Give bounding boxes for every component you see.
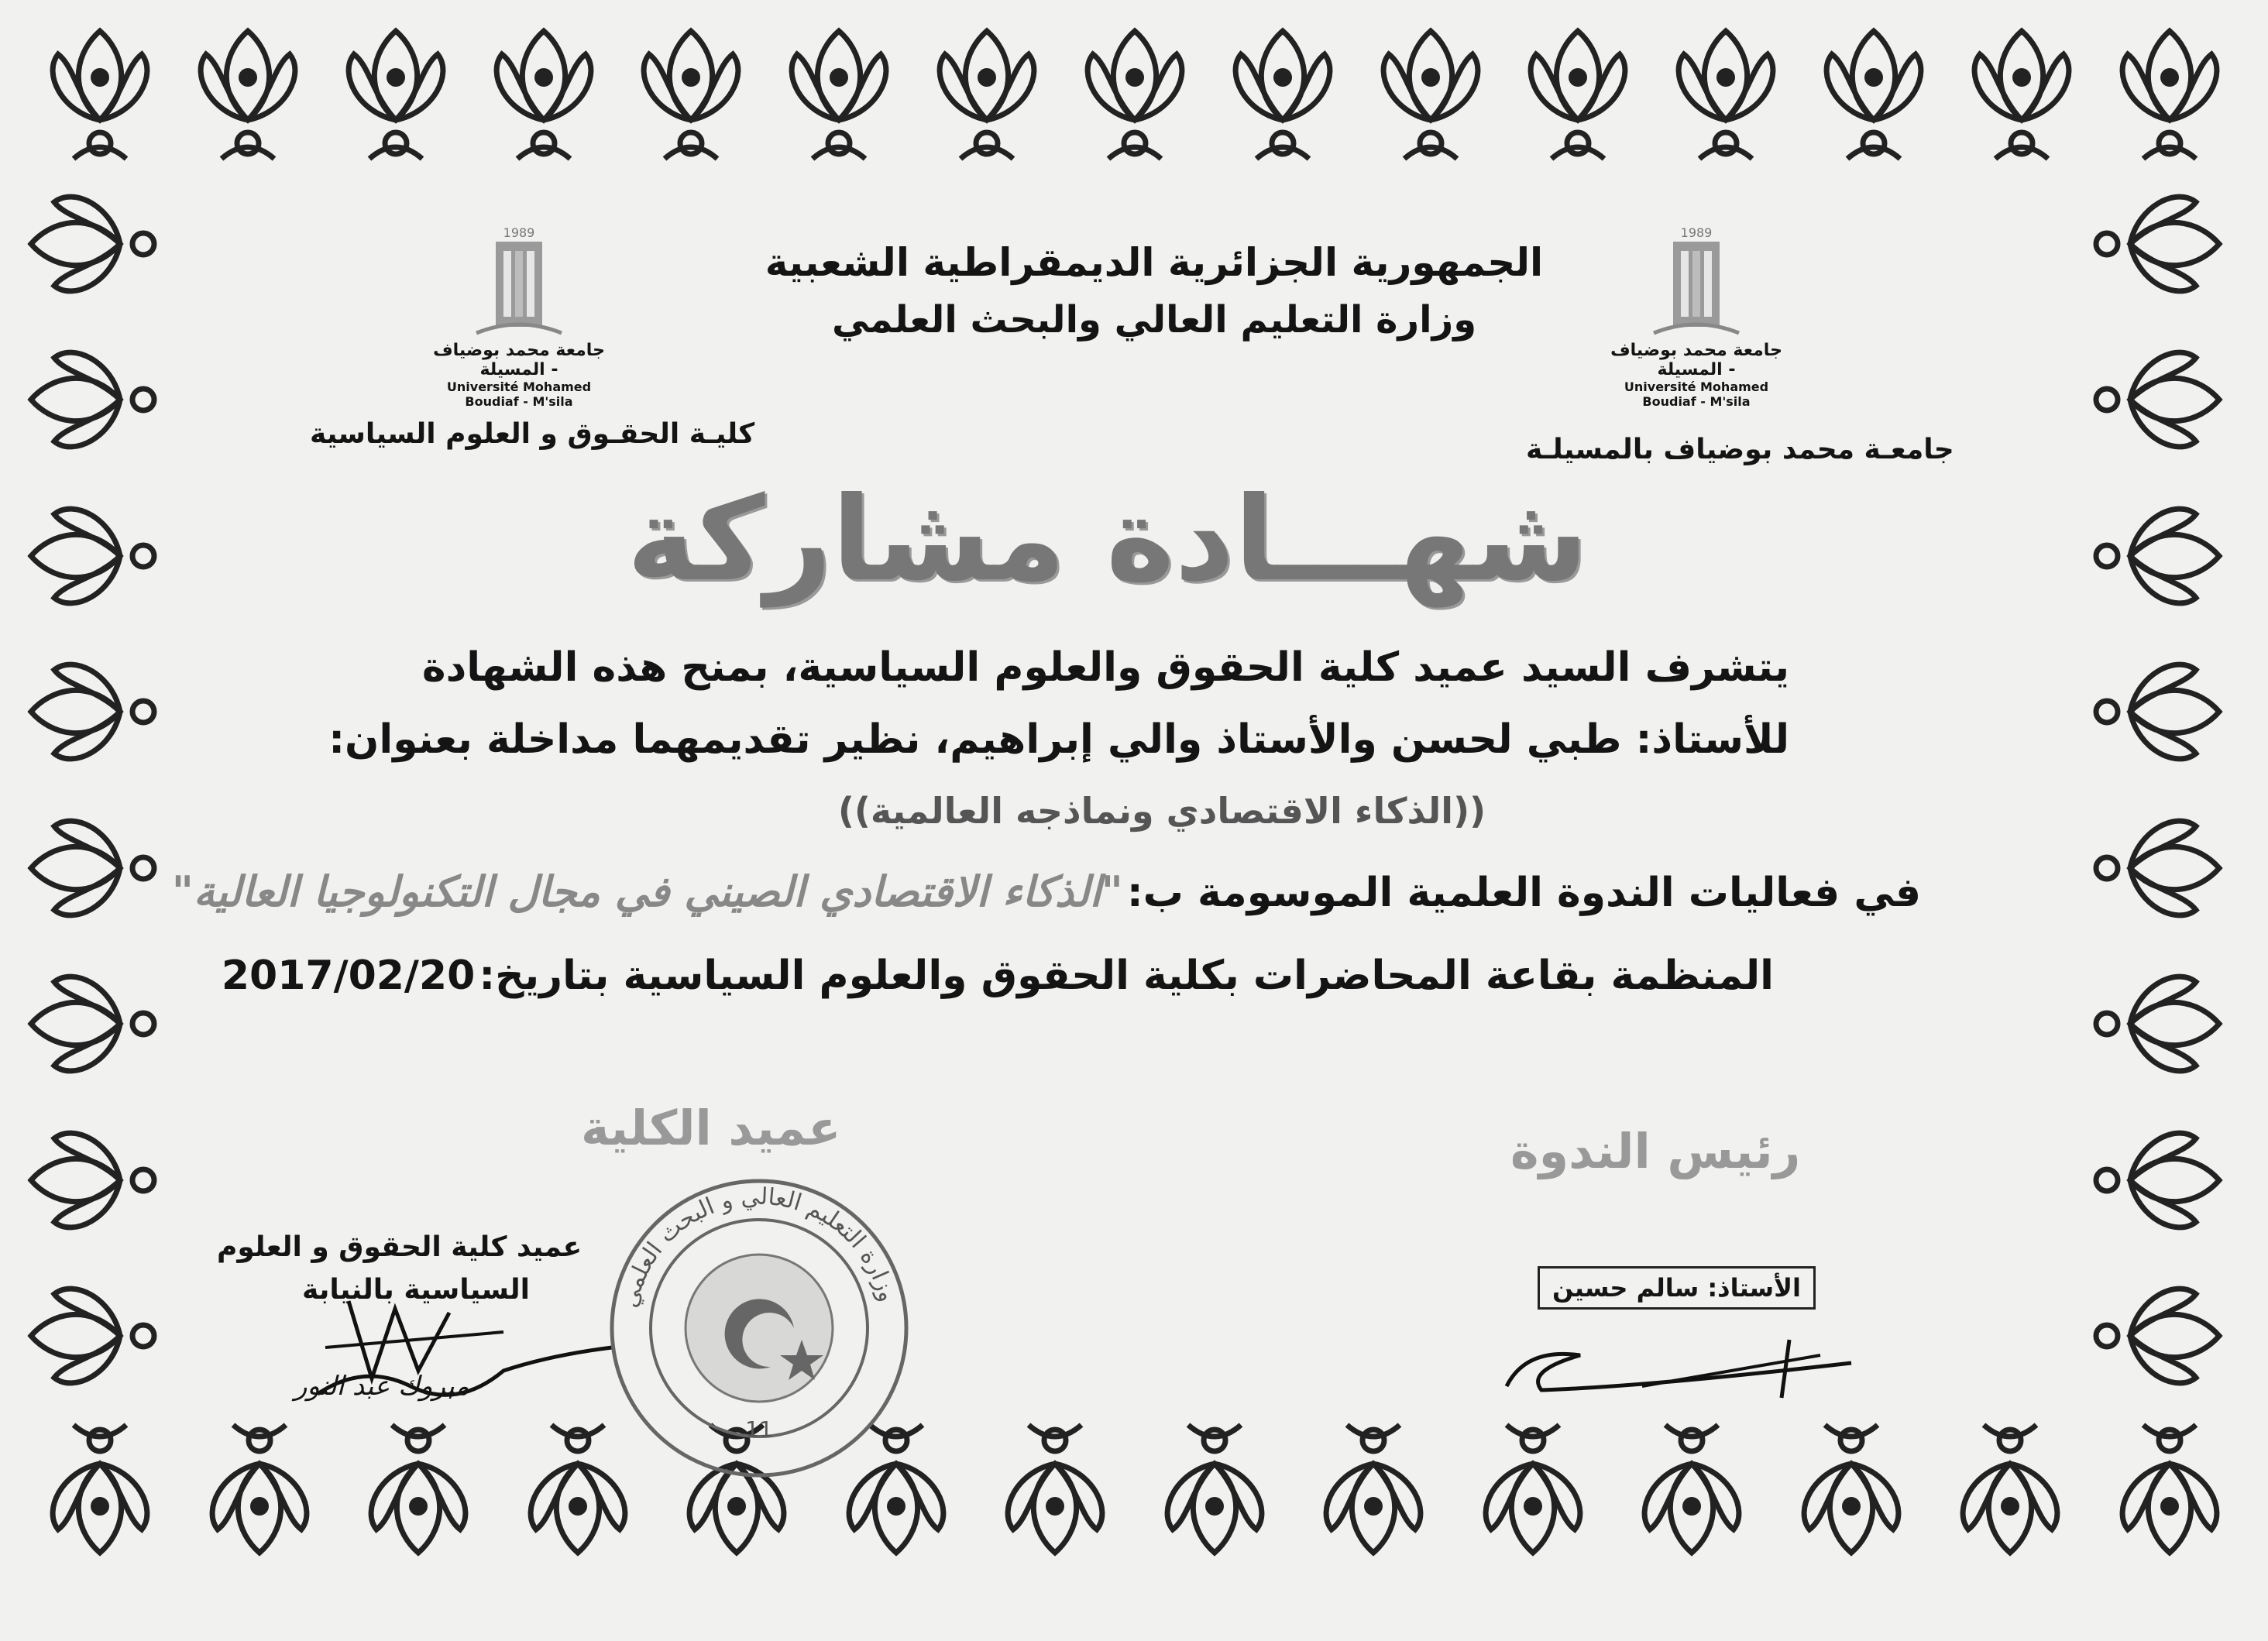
seal-number: 11 (745, 1416, 773, 1442)
border-ornament (2076, 1114, 2231, 1246)
border-ornament (1953, 19, 2091, 174)
border-ornament (19, 1270, 174, 1402)
border-ornament (1362, 19, 1500, 174)
dean-name: مبروك عبد النور (294, 1371, 469, 1402)
border-ornament (2076, 490, 2231, 622)
border-ornament (2076, 334, 2231, 465)
border-ornament (19, 334, 174, 465)
border-ornament (2076, 1270, 2231, 1402)
chair-signature (1495, 1324, 1859, 1409)
body-line-4 (171, 867, 1921, 916)
border-ornament (1214, 19, 1352, 174)
seminar-title: "الذكاء الاقتصادي الصيني في مجال التكنولوجيا العالية" (171, 867, 1123, 916)
border-ornament (19, 1114, 174, 1246)
body-line-2: للأستاذ: طبي لحسن والأستاذ والي إبراهيم، نظير تقديمهما مداخلة بعنوان: (328, 716, 1789, 763)
border-left (19, 178, 174, 1402)
border-ornament (1509, 19, 1647, 174)
border-ornament (918, 19, 1056, 174)
border-ornament (327, 19, 465, 174)
border-ornament (19, 646, 174, 778)
university-logo (1607, 225, 1785, 409)
chair-signature-title: رئيس الندوة (1510, 1123, 1801, 1179)
republic-header: الجمهورية الجزائرية الديمقراطية الشعبية (765, 240, 1544, 285)
faculty-name: كليـة الحقـوق و العلوم السياسية (310, 418, 755, 450)
seal-ring-text: وزارة التعليم العالي و البحث العلمي (616, 1183, 902, 1310)
border-ornament (349, 1409, 487, 1564)
body-line-5 (221, 953, 1774, 999)
university-name: جامعـة محمد بوضياف بالمسيلـة (1526, 434, 1954, 465)
border-ornament (2076, 646, 2231, 778)
border-ornament (19, 802, 174, 934)
logo-year: 1989 (1680, 225, 1713, 240)
border-ornament (2101, 1409, 2239, 1564)
border-ornament (19, 490, 174, 622)
border-ornament (1805, 19, 1943, 174)
event-date: 2017/02/20 (221, 953, 476, 999)
border-ornament (31, 1409, 169, 1564)
border-ornament (1146, 1409, 1283, 1564)
paper-subject: ((الذكاء الاقتصادي ونماذجه العالمية)) (837, 790, 1486, 832)
border-ornament (1304, 1409, 1442, 1564)
border-ornament (2076, 802, 2231, 934)
border-ornament (475, 19, 613, 174)
border-ornament (31, 19, 169, 174)
university-tower-icon (1650, 225, 1743, 341)
border-ornament (2101, 19, 2239, 174)
seminar-prefix: في فعاليات الندوة العلمية الموسومة ب: (1126, 870, 1921, 916)
border-top (31, 19, 2239, 174)
border-ornament (1066, 19, 1204, 174)
border-bottom (31, 1409, 2239, 1564)
border-ornament (770, 19, 908, 174)
dean-stamp-line-2: السياسية بالنيابة (302, 1274, 530, 1306)
border-ornament (1464, 1409, 1602, 1564)
border-ornament (1782, 1409, 1920, 1564)
border-right (2076, 178, 2231, 1402)
body-line-1: يتشرف السيد عميد كلية الحقوق والعلوم السياسية، بمنح هذه الشهادة (421, 644, 1789, 691)
logo-name-ar: جامعة محمد بوضياف - المسيلة (433, 341, 605, 379)
border-ornament (19, 958, 174, 1090)
border-ornament (179, 19, 317, 174)
chair-name: الأستاذ: سالم حسين (1538, 1266, 1816, 1310)
border-ornament (191, 1409, 328, 1564)
border-ornament (1941, 1409, 2079, 1564)
logo-name-fr: Université Mohamed Boudiaf - M'sila (446, 379, 592, 409)
border-ornament (1657, 19, 1795, 174)
certificate-title: شهـــادة مشاركة (627, 472, 1588, 607)
ministry-header: وزارة التعليم العالي والبحث العلمي (831, 298, 1477, 342)
logo-name-ar: جامعة محمد بوضياف - المسيلة (1610, 341, 1782, 379)
border-ornament (1623, 1409, 1761, 1564)
logo-name-fr: Université Mohamed Boudiaf - M'sila (1624, 379, 1769, 409)
certificate-content (171, 201, 2068, 1442)
border-ornament (2076, 958, 2231, 1090)
faculty-logo (430, 225, 608, 409)
dean-signature-title: عميد الكلية (581, 1100, 841, 1156)
dean-stamp-line-1: عميد كلية الحقوق و العلوم (217, 1231, 582, 1263)
border-ornament (622, 19, 760, 174)
border-ornament (986, 1409, 1124, 1564)
official-seal (604, 1173, 914, 1483)
university-tower-icon (472, 225, 565, 341)
logo-year: 1989 (503, 225, 535, 240)
venue-text: المنظمة بقاعة المحاضرات بكلية الحقوق والعلوم السياسية بتاريخ: (479, 953, 1774, 999)
border-ornament (19, 178, 174, 310)
border-ornament (2076, 178, 2231, 310)
